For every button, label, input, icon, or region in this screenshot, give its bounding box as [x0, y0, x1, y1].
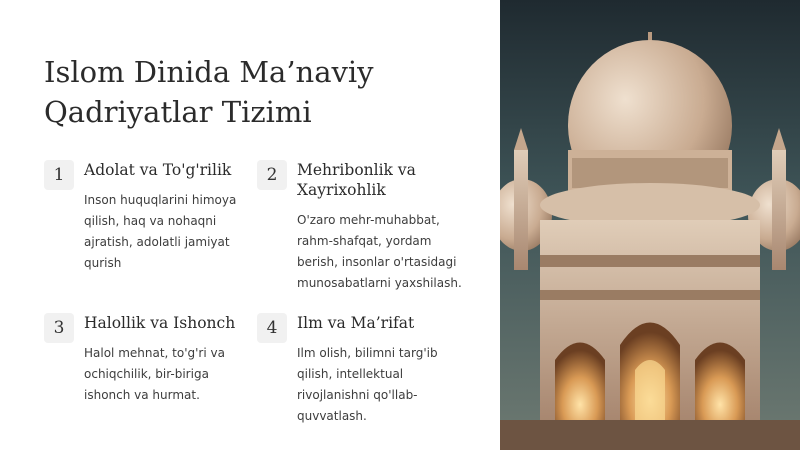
- item-heading: Adolat va To'g'rilik: [84, 161, 232, 179]
- mosque-illustration-icon: [500, 0, 800, 450]
- value-item-4: [257, 313, 477, 433]
- value-item-3: [44, 313, 259, 413]
- item-heading: Halollik va Ishonch: [84, 314, 236, 332]
- item-heading: Mehribonlik va Xayrixohlik: [297, 161, 416, 199]
- item-number: 4: [257, 313, 287, 343]
- item-description: Inson huquqlarini himoya qilish, haq va nohaqni ajratish, adolatli jamiyat qurish: [84, 193, 237, 270]
- item-number: 3: [44, 313, 74, 343]
- item-heading: Ilm va Ma’rifat: [297, 314, 415, 332]
- item-description: O'zaro mehr-muhabbat, rahm-shafqat, yordam berish, insonlar o'rtasidagi munosabatlarni yaxshilash.: [297, 213, 462, 290]
- item-description: Ilm olish, bilimni targ'ib qilish, intellektual rivojlanishni qo'llab-quvvatlash.: [297, 346, 438, 423]
- item-number: 2: [257, 160, 287, 190]
- value-item-1: [44, 160, 259, 280]
- item-description: Halol mehnat, to'g'ri va ochiqchilik, bir-biriga ishonch va hurmat.: [84, 346, 225, 402]
- slide-title: Islom Dinida Ma’naviy Qadriyatlar Tizimi: [44, 55, 374, 129]
- value-item-2: [257, 160, 477, 300]
- item-number: 1: [44, 160, 74, 190]
- mosque-image: [500, 0, 800, 450]
